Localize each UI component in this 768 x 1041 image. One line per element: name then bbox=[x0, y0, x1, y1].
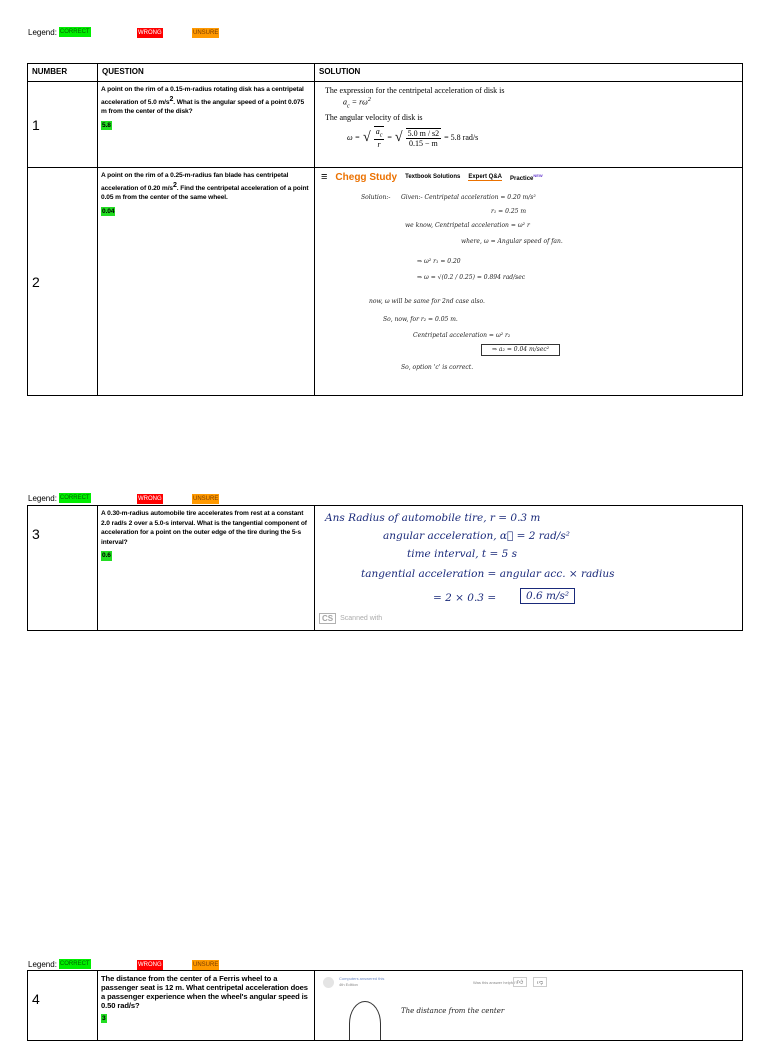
handwritten-line: ⇒ ω = √(0.2 / 0.25) = 0.894 rad/sec bbox=[417, 274, 526, 281]
solution-image bbox=[315, 82, 743, 168]
handwritten-line: where, ω = Angular speed of fan. bbox=[461, 238, 563, 245]
question-number: 1 bbox=[28, 82, 98, 168]
fraction bbox=[374, 126, 385, 149]
sqrt-sign: √ bbox=[394, 129, 403, 145]
legend-unsure-tag: UNSURE bbox=[193, 962, 219, 968]
legend bbox=[28, 27, 91, 37]
handwritten-line: angular acceleration, α⃗ = 2 rad/s² bbox=[383, 530, 570, 542]
legend-label: Legend: bbox=[28, 959, 57, 969]
chegg-header bbox=[321, 170, 736, 184]
fraction-numerator: a bbox=[375, 127, 380, 137]
sqrt-sign: √ bbox=[363, 129, 371, 145]
question-table bbox=[27, 505, 743, 631]
legend-unsure-tag: UNSURE bbox=[193, 30, 219, 36]
legend-unsure-tag: UNSURE bbox=[193, 496, 219, 502]
camscanner-watermark bbox=[319, 613, 382, 624]
nav-practice bbox=[510, 173, 543, 182]
handwritten-line: tangential acceleration = angular acc. × radius bbox=[361, 568, 615, 580]
legend-correct-tag: CORRECT bbox=[59, 495, 90, 501]
chegg-logo-text: Chegg bbox=[335, 171, 367, 183]
menu-icon: ≡ bbox=[321, 171, 328, 183]
handwritten-line: we know, Centripetal acceleration = ω² r bbox=[405, 222, 530, 229]
watermark-text: Scanned with bbox=[340, 615, 383, 622]
nav-expert-qa: Expert Q&A bbox=[468, 173, 503, 180]
handwritten-line: now, ω will be same for 2nd case also. bbox=[369, 298, 485, 305]
question-exponent: 2 bbox=[169, 95, 174, 103]
formula-result: = 5.8 rad/s bbox=[444, 133, 479, 143]
header-solution: SOLUTION bbox=[315, 64, 743, 82]
formula-subscript: c bbox=[347, 103, 350, 110]
solution-formula bbox=[325, 97, 732, 109]
chegg-logo bbox=[335, 172, 397, 183]
table-row bbox=[28, 971, 743, 1041]
question-body-tail: . Find the centripetal acceleration of a point 0.05 m from the center of the same wheel. bbox=[101, 184, 309, 202]
ferris-wheel-sketch bbox=[349, 1001, 381, 1041]
legend bbox=[28, 959, 91, 969]
handwritten-line: time interval, t = 5 s bbox=[407, 548, 517, 560]
boxed-answer: 0.6 m/s² bbox=[520, 588, 575, 604]
solution-image bbox=[315, 168, 743, 396]
fraction-numerator: 5.0 m / s2 bbox=[407, 128, 440, 138]
solution-image bbox=[315, 971, 743, 1041]
question-body-tail: . What is the angular speed of a point 0.075 m from the center of the disk? bbox=[101, 98, 305, 116]
solution-line: The expression for the centripetal acceleration of disk is bbox=[325, 86, 505, 95]
table-row bbox=[28, 506, 743, 631]
handwritten-line: r₁ = 0.25 m bbox=[491, 208, 527, 215]
question-table bbox=[27, 63, 743, 396]
legend-wrong-tag: WRONG bbox=[138, 496, 162, 502]
question-body: A point on the rim of a 0.15-m-radius rotating disk has a centripetal acceleration of 5.0 m/s bbox=[101, 86, 304, 106]
legend-wrong-tag: WRONG bbox=[138, 962, 162, 968]
fraction-denominator: 0.15 − m bbox=[409, 138, 438, 148]
chegg-study-text: Study bbox=[369, 171, 398, 183]
answer-badge: 0.04 bbox=[102, 207, 115, 215]
question-body: A point on the rim of a 0.25-m-radius fan blade has centripetal acceleration of 0.20 m/s bbox=[101, 172, 289, 192]
legend-correct-tag: CORRECT bbox=[59, 29, 90, 35]
question-text bbox=[98, 506, 315, 631]
formula-expression: = rω bbox=[349, 97, 368, 107]
handwritten-line: Centripetal acceleration = ω² r₂ bbox=[413, 332, 511, 339]
header-question: QUESTION bbox=[98, 64, 315, 82]
thumbs-up-button[interactable]: 👍︎ bbox=[513, 977, 527, 987]
formula-lhs: ω = bbox=[347, 133, 361, 143]
boxed-answer: ⇒ a₂ = 0.04 m/sec² bbox=[481, 344, 560, 356]
question-exponent: 2 bbox=[173, 181, 177, 189]
header-number: NUMBER bbox=[28, 64, 98, 82]
legend-wrong-tag: WRONG bbox=[138, 30, 162, 36]
formula-superscript: 2 bbox=[367, 97, 371, 103]
table-header-row bbox=[28, 64, 743, 82]
fraction-numerator-sub: c bbox=[379, 132, 383, 139]
camscanner-logo: CS bbox=[319, 613, 336, 624]
question-number: 4 bbox=[28, 971, 98, 1041]
handwritten-line: = 2 × 0.3 = bbox=[433, 592, 497, 604]
table-row bbox=[28, 168, 743, 396]
handwritten-line: Solution:- bbox=[361, 194, 391, 201]
handwritten-line: Given:- Centripetal acceleration = 0.20 m/s² bbox=[401, 194, 536, 201]
edition-text: 4th Edition bbox=[339, 982, 358, 987]
expert-answer-snippet bbox=[315, 971, 742, 1031]
question-number: 2 bbox=[28, 168, 98, 396]
answer-badge: 5.8 bbox=[102, 121, 111, 129]
handwritten-line: Ans Radius of automobile tire, r = 0.3 m bbox=[325, 512, 541, 524]
solution-line: The angular velocity of disk is bbox=[325, 113, 423, 123]
question-body: A 0.30-m-radius automobile tire accelerates from rest at a constant 2.0 rad/s 2 over a 5.0-s interval. What is the tangential component of acceleration for a point on the outer edge of the tire during the 5-s interval? bbox=[101, 510, 307, 546]
fraction-denominator: r bbox=[377, 139, 381, 149]
answer-badge: 3 bbox=[102, 1015, 106, 1022]
handwritten-solution bbox=[321, 184, 736, 384]
avatar bbox=[323, 977, 334, 988]
nav-practice-label: Practice bbox=[510, 175, 534, 182]
fraction bbox=[406, 128, 442, 148]
helpful-prompt: Was this answer helpful? bbox=[473, 980, 518, 985]
question-number: 3 bbox=[28, 506, 98, 631]
legend-label: Legend: bbox=[28, 27, 57, 37]
handwritten-line: The distance from the center bbox=[401, 1007, 505, 1015]
question-table bbox=[27, 970, 743, 1041]
thumbs-down-button[interactable]: 👎︎ bbox=[533, 977, 547, 987]
handwritten-solution bbox=[315, 506, 742, 629]
legend-correct-tag: CORRECT bbox=[59, 961, 90, 967]
legend bbox=[28, 493, 91, 503]
handwritten-line: So, now, for r₂ = 0.05 m. bbox=[383, 316, 458, 323]
question-body: The distance from the center of a Ferris wheel to a passenger seat is 12 m. What centripetal acceleration does a passenger experience when the wheel's angular speed is 0.50 rad/s? bbox=[101, 974, 308, 1010]
question-text bbox=[98, 82, 315, 168]
question-text bbox=[98, 168, 315, 396]
table-row bbox=[28, 82, 743, 168]
legend-label: Legend: bbox=[28, 493, 57, 503]
solution-formula: ω = √ $\frac{a_c}{r}$ = √ $\frac{5.0 m / s2}{0.15 - m}$ = 5.8 rad/s bbox=[347, 127, 479, 149]
handwritten-line: ⇒ ω² r₁ = 0.20 bbox=[417, 258, 461, 265]
question-text bbox=[98, 971, 315, 1041]
handwritten-line: So, option 'c' is correct. bbox=[401, 364, 474, 371]
formula-symbol: a bbox=[343, 97, 347, 107]
nav-textbook-solutions: Textbook Solutions bbox=[405, 174, 461, 180]
solution-image bbox=[315, 506, 743, 631]
nav-new-badge: NEW bbox=[533, 172, 543, 178]
answer-badge: 0.6 bbox=[102, 552, 111, 559]
answered-by-text: Computers answered this bbox=[339, 976, 385, 981]
